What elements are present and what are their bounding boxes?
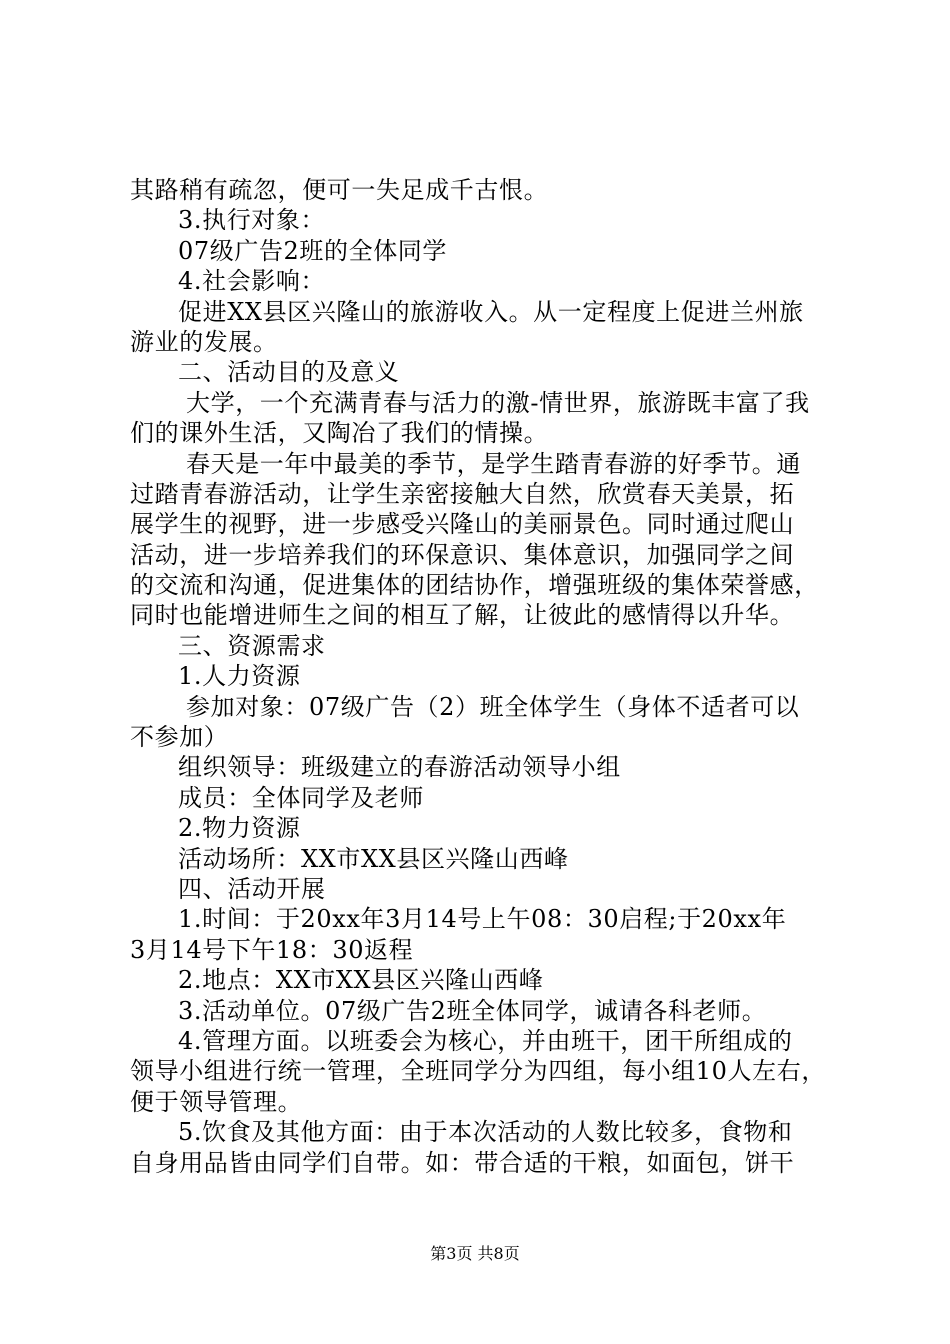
- text-line: 三、资源需求: [178, 631, 326, 660]
- text-line: 们的课外生活，又陶冶了我们的情操。: [130, 419, 549, 448]
- text-line: 3.执行对象：: [178, 206, 326, 235]
- text-line: 不参加）: [130, 723, 229, 752]
- text-line: 2.地点：XX市XX县区兴隆山西峰: [178, 966, 544, 995]
- text-line: 春天是一年中最美的季节，是学生踏青春游的好季节。通: [186, 449, 801, 478]
- text-line: 的交流和沟通，促进集体的团结协作，增强班级的集体荣誉感，: [130, 571, 819, 600]
- text-line: 展学生的视野，进一步感受兴隆山的美丽景色。同时通过爬山: [130, 510, 795, 539]
- page-footer: 第3页 共8页: [430, 1244, 520, 1263]
- text-line: 促进XX县区兴隆山的旅游收入。从一定程度上促进兰州旅: [178, 297, 804, 326]
- text-line: 便于领导管理。: [130, 1087, 303, 1116]
- text-line: 领导小组进行统一管理，全班同学分为四组，每小组10人左右，: [130, 1057, 826, 1086]
- text-line: 3.活动单位。07级广告2班全体同学，诚请各科老师。: [178, 996, 767, 1025]
- text-line: 参加对象：07级广告（2）班全体学生（身体不适者可以: [186, 692, 800, 721]
- text-line: 2.物力资源: [178, 814, 301, 843]
- text-line: 其路稍有疏忽，便可一失足成千古恨。: [130, 176, 549, 204]
- text-line: 活动，进一步培养我们的环保意识、集体意识，加强同学之间: [130, 540, 795, 569]
- text-line: 同时也能增进师生之间的相互了解，让彼此的感情得以升华。: [130, 601, 795, 630]
- text-line: 1.人力资源: [178, 662, 301, 691]
- text-line: 四、活动开展: [178, 874, 326, 903]
- text-line: 3月14号下午18：30返程: [130, 935, 414, 964]
- text-line: 07级广告2班的全体同学: [178, 236, 448, 265]
- text-line: 游业的发展。: [130, 327, 278, 356]
- text-line: 4.社会影响：: [178, 267, 326, 296]
- text-line: 二、活动目的及意义: [178, 358, 400, 387]
- text-line: 5.饮食及其他方面：由于本次活动的人数比较多，食物和: [178, 1118, 793, 1147]
- text-line: 1.时间：于20xx年3月14号上午08：30启程;于20xx年: [178, 905, 787, 934]
- text-line: 自身用品皆由同学们自带。如：带合适的干粮，如面包，饼干: [130, 1148, 795, 1177]
- text-line: 活动场所：XX市XX县区兴隆山西峰: [178, 844, 569, 873]
- text-line: 4.管理方面。以班委会为核心，并由班干，团干所组成的: [178, 1026, 793, 1055]
- document-body: [130, 175, 830, 1178]
- text-line: 组织领导：班级建立的春游活动领导小组: [178, 753, 621, 782]
- text-line: 过踏青春游活动，让学生亲密接触大自然，欣赏春天美景，拓: [130, 479, 795, 508]
- text-line: 大学，一个充满青春与活力的激-情世界，旅游既丰富了我: [186, 388, 810, 417]
- text-line: 成员：全体同学及老师: [178, 783, 424, 812]
